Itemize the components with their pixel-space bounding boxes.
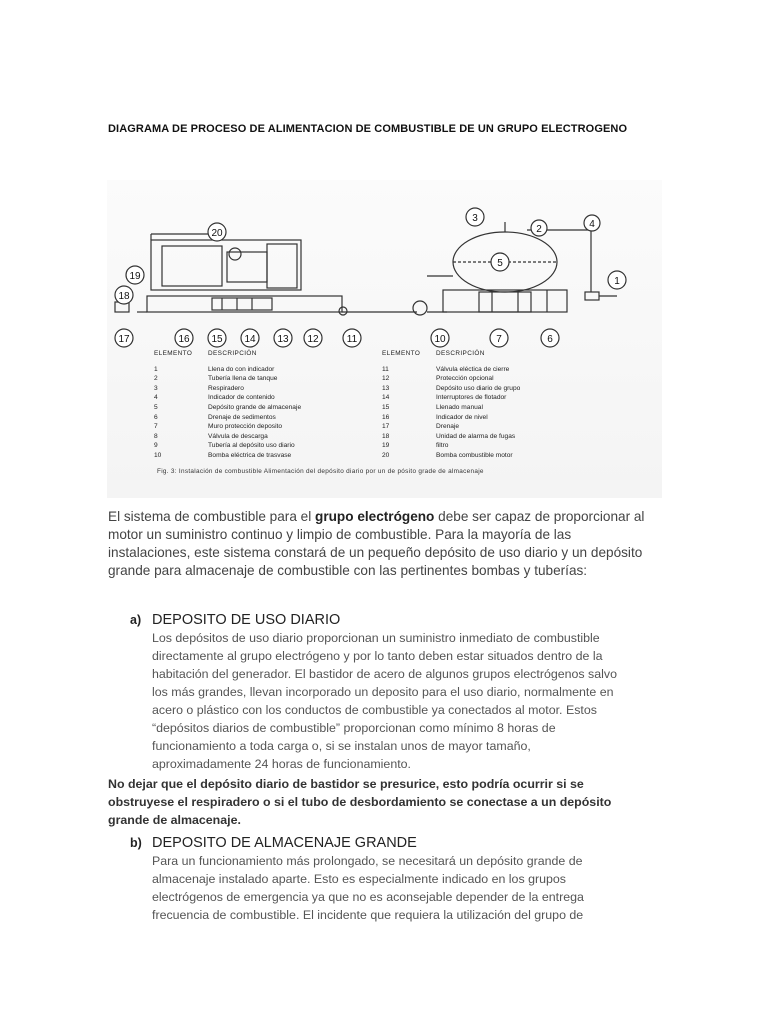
legend-description: Bomba eléctrica de trasvase <box>208 451 292 459</box>
legend-number: 14 <box>382 394 390 402</box>
fuel-system-diagram <box>107 180 662 350</box>
intro-keyword: grupo electrógeno <box>315 509 435 524</box>
section-b-body: Para un funcionamiento más prolongado, se necesitará un depósito grande de almacenaje instalado aparte. Esto es especialmente indicado en los grupos electrógenos de emergencia ya que no es aconsejable depender de la entrega frecuencia de combustible. El incidente que requiera la utilización del grupo de <box>152 854 584 922</box>
legend-number: 20 <box>382 451 390 459</box>
legend-number: 15 <box>382 403 390 411</box>
legend-description: Indicador de contenido <box>208 394 275 402</box>
legend-header-description: DESCRIPCIÓN <box>436 350 485 357</box>
fuel-installation-figure <box>107 180 662 498</box>
legend-description: Indicador de nivel <box>436 413 488 421</box>
callout-2: 2 <box>536 224 542 235</box>
legend-description: Tubería al depósito uso diario <box>208 442 295 450</box>
callout-15: 15 <box>211 334 223 345</box>
legend-number: 7 <box>154 423 158 431</box>
legend-number: 1 <box>154 365 158 373</box>
callout-4: 4 <box>589 219 595 230</box>
callout-1: 1 <box>614 276 620 287</box>
legend-number: 12 <box>382 375 390 383</box>
warning-paragraph: No dejar que el depósito diario de bastidor se presurice, esto podría ocurrir si se obstruyese el respiradero o si el tubo de desbordamiento se conectase a un depósito grande de almacenaje. <box>108 777 612 827</box>
callout-6: 6 <box>547 334 553 345</box>
callout-3: 3 <box>472 213 478 224</box>
callout-16: 16 <box>178 334 190 345</box>
section-b-title: DEPOSITO DE ALMACENAJE GRANDE <box>152 835 417 851</box>
legend-description: Protección opcional <box>436 375 494 383</box>
section-a-body: Los depósitos de uso diario proporcionan un suministro inmediato de combustible directamente al grupo electrógeno y por lo tanto deben estar situados dentro de la habitación del generador. El bastidor de acero de algunos grupos electrógenos salvo los más grandes, llevan incorporado un deposito para el uso diario, normalmente en acero o plástico con los conductos de combustible ya conectados al motor. Estos “depósitos diarios de combustible” proporcionan como mínimo 8 horas de funcionamiento a toda carga o, si se instalan unos de mayor tamaño, aproximadamente 24 horas de funcionamiento. <box>152 631 617 771</box>
legend-description: Llena do con indicador <box>208 365 275 373</box>
legend-description: Drenaje de sedimentos <box>208 413 276 421</box>
callout-13: 13 <box>277 334 289 345</box>
legend-number: 4 <box>154 394 158 402</box>
callout-12: 12 <box>307 334 319 345</box>
legend-header-element: ELEMENTO <box>154 350 193 357</box>
legend-number: 10 <box>154 451 162 459</box>
legend-description: Llenado manual <box>436 403 483 411</box>
callout-19: 19 <box>129 271 141 282</box>
legend-description: Interruptores de flotador <box>436 394 507 402</box>
callout-10: 10 <box>434 334 446 345</box>
legend-number: 2 <box>154 375 158 383</box>
callout-5: 5 <box>497 258 503 269</box>
callout-11: 11 <box>346 334 358 345</box>
figure-caption: Fig. 3: Instalación de combustible Alimentación del depósito diario por un de pósito grade de almacenaje <box>157 468 484 475</box>
intro-text-end: debe ser capaz de proporcionar al motor un suministro continuo y limpio de combustible. Para la mayoría de las instalaciones, este sistema constará de un pequeño depósito de uso diario y un depósito grande para almacenaje de combustible con las pertinentes bombas y tuberías: <box>108 509 645 578</box>
legend-description: Muro protección deposito <box>208 423 283 431</box>
section-a-title: DEPOSITO DE USO DIARIO <box>152 612 341 628</box>
legend-description: Unidad de alarma de fugas <box>436 432 516 440</box>
legend-description: Drenaje <box>436 423 460 431</box>
legend-description: filtro <box>436 442 449 450</box>
callout-7: 7 <box>496 334 502 345</box>
section-b-letter: b) <box>130 836 142 850</box>
intro-text-start: El sistema de combustible para el <box>108 509 316 524</box>
callout-17: 17 <box>118 334 130 345</box>
section-b-heading <box>130 835 417 851</box>
legend-number: 17 <box>382 423 390 431</box>
legend-description: Válvula de descarga <box>208 432 268 440</box>
legend-number: 19 <box>382 442 390 450</box>
legend-description: Depósito uso diario de grupo <box>436 384 521 392</box>
section-a-letter: a) <box>130 613 142 627</box>
legend-number: 9 <box>154 442 158 450</box>
callout-20: 20 <box>211 228 223 239</box>
legend-description: Tubería llena de tanque <box>208 375 278 383</box>
legend-description: Respiradero <box>208 384 244 392</box>
intro-paragraph <box>108 508 648 580</box>
legend-header-description: DESCRIPCIÓN <box>208 350 257 357</box>
callout-18: 18 <box>118 291 130 302</box>
legend-number: 13 <box>382 384 390 392</box>
legend-number: 6 <box>154 413 158 421</box>
legend-number: 16 <box>382 413 390 421</box>
legend-description: Válvula eléctica de cierre <box>436 365 510 373</box>
legend-number: 8 <box>154 432 158 440</box>
legend-description: Bomba combustible motor <box>436 451 513 459</box>
legend-description: Depósito grande de almacenaje <box>208 403 302 411</box>
page-title: DIAGRAMA DE PROCESO DE ALIMENTACION DE COMBUSTIBLE DE UN GRUPO ELECTROGENO <box>108 123 628 135</box>
legend-header-element: ELEMENTO <box>382 350 421 357</box>
legend-number: 11 <box>382 365 389 373</box>
legend-number: 5 <box>154 403 158 411</box>
callout-14: 14 <box>244 334 256 345</box>
legend-number: 3 <box>154 384 158 392</box>
section-a-heading <box>130 612 340 628</box>
legend-number: 18 <box>382 432 390 440</box>
